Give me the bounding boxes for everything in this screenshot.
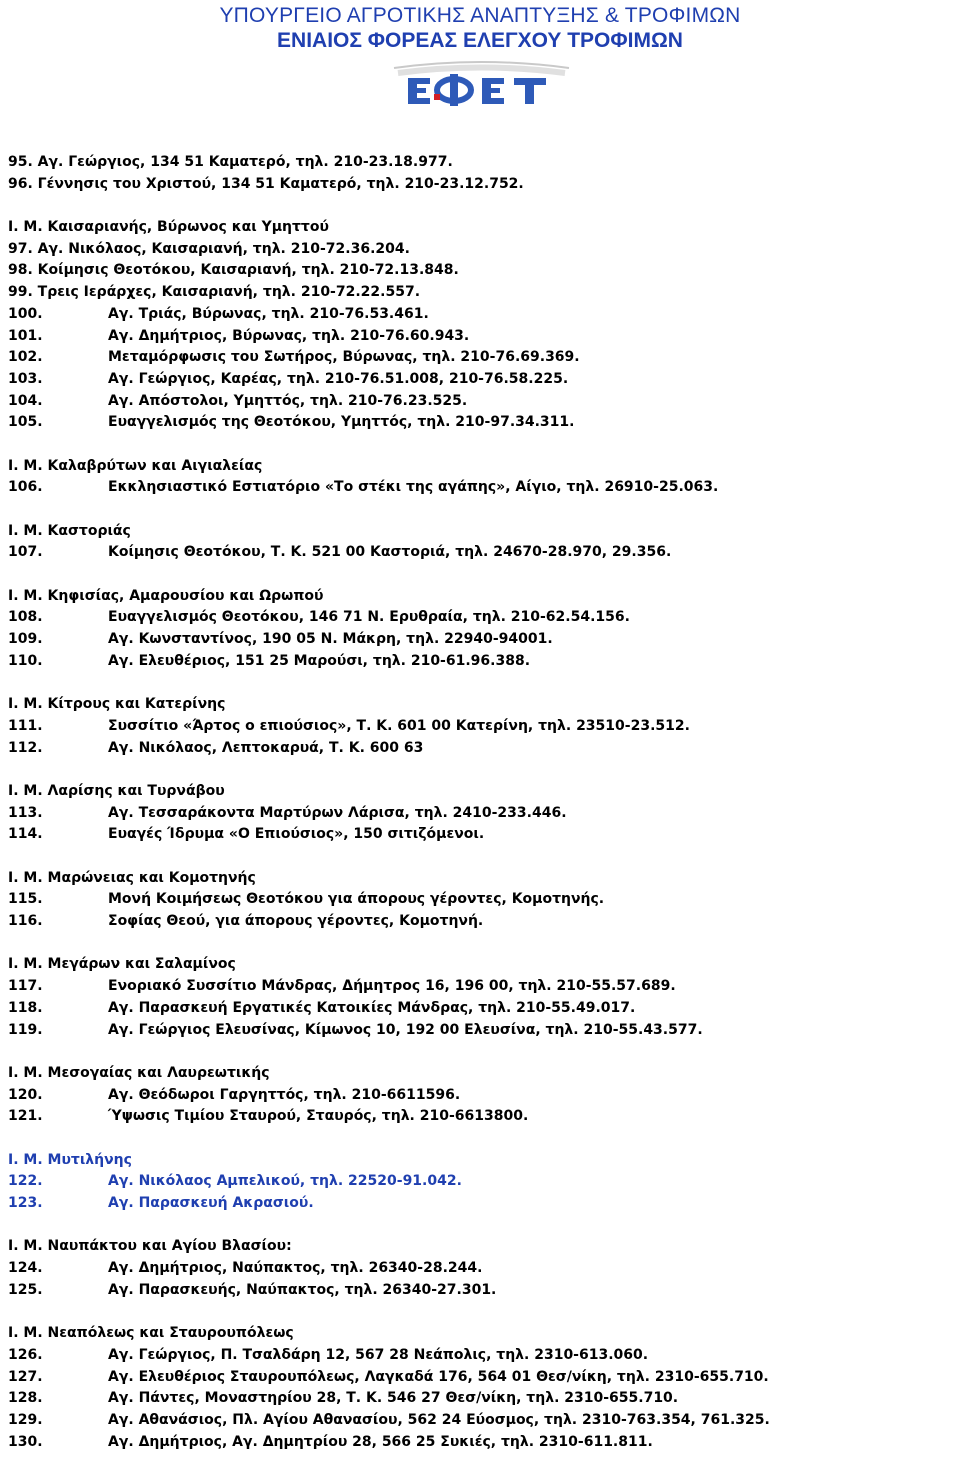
item-number: 103. xyxy=(8,370,43,387)
item-number: 124. xyxy=(8,1260,43,1277)
item-number: 111. xyxy=(8,717,43,734)
item-text: Αγ. Πάντες, Μοναστηρίου 28, Τ. Κ. 546 27 Θεσ/νίκη, τηλ. 2310-655.710. xyxy=(108,1390,679,1407)
item-text: Μεταμόρφωσις του Σωτήρος, Βύρωνας, τηλ. 210-76.69.369. xyxy=(108,349,580,366)
item-number: 127. xyxy=(8,1368,43,1385)
item-text: Συσσίτιο «Άρτος ο επιούσιος», Τ. Κ. 601 00 Κατερίνη, τηλ. 23510-23.512. xyxy=(108,717,690,734)
list-item xyxy=(8,607,958,629)
item-text: Αγ. Παρασκευής, Ναύπακτος, τηλ. 26340-27.301. xyxy=(108,1281,497,1298)
item-number: 120. xyxy=(8,1086,43,1103)
list-item xyxy=(8,542,958,564)
list-item xyxy=(8,477,958,499)
item-text: Αγ. Ελευθέριος, 151 25 Μαρούσι, τηλ. 210-61.96.388. xyxy=(108,652,531,669)
item-text: Ύψωσις Τιμίου Σταυρού, Σταυρός, τηλ. 210-6613800. xyxy=(108,1108,529,1125)
list-item xyxy=(8,716,958,738)
blank-line xyxy=(8,1301,958,1323)
list-item xyxy=(8,824,958,846)
item-number: 114. xyxy=(8,826,43,843)
list-item xyxy=(8,369,958,391)
section-heading: Ι. Μ. Κηφισίας, Αμαρουσίου και Ωρωπού xyxy=(8,587,324,604)
item-number: 110. xyxy=(8,652,43,669)
list-item xyxy=(8,738,958,760)
item-text: Εκκλησιαστικό Εστιατόριο «Το στέκι της αγάπης», Αίγιο, τηλ. 26910-25.063. xyxy=(108,479,719,496)
list-item: 95. Αγ. Γεώργιος, 134 51 Καματερό, τηλ. 210-23.18.977. xyxy=(8,154,453,170)
item-number: 122. xyxy=(8,1173,43,1190)
item-text: Αγ. Αθανάσιος, Πλ. Αγίου Αθανασίου, 562 24 Εύοσμος, τηλ. 2310-763.354, 761.325. xyxy=(108,1411,770,1428)
section-heading: Ι. Μ. Ναυπάκτου και Αγίου Βλασίου: xyxy=(8,1238,292,1255)
document-header xyxy=(0,0,960,110)
list-item xyxy=(8,1020,958,1042)
item-text: Αγ. Κωνσταντίνος, 190 05 Ν. Μάκρη, τηλ. 22940-94001. xyxy=(108,631,553,648)
ministry-title: ΥΠΟΥΡΓΕΙΟ ΑΓΡΟΤΙΚΗΣ ΑΝΑΠΤΥΞΗΣ & ΤΡΟΦΙΜΩΝ xyxy=(219,4,741,27)
blank-line xyxy=(8,846,958,868)
item-text: Αγ. Νικόλαος, Λεπτοκαρυά, Τ. Κ. 600 63 xyxy=(108,739,424,756)
list-item: 97. Αγ. Νικόλαος, Καισαριανή, τηλ. 210-72.36.204. xyxy=(8,240,410,257)
item-text: Ενοριακό Συσσίτιο Μάνδρας, Δήμητρος 16, 196 00, τηλ. 210-55.57.689. xyxy=(108,978,676,995)
list-item xyxy=(8,1193,958,1215)
item-text: Αγ. Τριάς, Βύρωνας, τηλ. 210-76.53.461. xyxy=(108,305,429,322)
item-number: 107. xyxy=(8,544,43,561)
item-text: Αγ. Απόστολοι, Υμηττός, τηλ. 210-76.23.525. xyxy=(108,392,468,409)
item-number: 118. xyxy=(8,999,43,1016)
item-text: Αγ. Θεόδωροι Γαργηττός, τηλ. 210-6611596. xyxy=(108,1086,461,1103)
item-number: 112. xyxy=(8,739,43,756)
item-number: 126. xyxy=(8,1346,43,1363)
item-text: Ευαγγελισμός Θεοτόκου, 146 71 Ν. Ερυθραία, τηλ. 210-62.54.156. xyxy=(108,609,630,626)
blank-line xyxy=(8,1215,958,1237)
item-number: 106. xyxy=(8,479,43,496)
item-text: Αγ. Δημήτριος, Βύρωνας, τηλ. 210-76.60.943. xyxy=(108,327,470,344)
item-number: 105. xyxy=(8,414,43,431)
section-heading: Ι. Μ. Μεσογαίας και Λαυρεωτικής xyxy=(8,1064,270,1081)
item-number: 130. xyxy=(8,1433,43,1450)
item-text: Αγ. Νικόλαος Αμπελικού, τηλ. 22520-91.042. xyxy=(108,1173,462,1190)
item-number: 117. xyxy=(8,978,43,995)
blank-line xyxy=(8,759,958,781)
list-item xyxy=(8,1345,958,1367)
item-text: Αγ. Γεώργιος, Π. Τσαλδάρη 12, 567 28 Νεάπολις, τηλ. 2310-613.060. xyxy=(108,1346,649,1363)
blank-line xyxy=(8,1041,958,1063)
item-number: 100. xyxy=(8,305,43,322)
item-text: Αγ. Γεώργιος Ελευσίνας, Κίμωνος 10, 192 00 Ελευσίνα, τηλ. 210-55.43.577. xyxy=(108,1021,703,1038)
list-item xyxy=(8,1367,958,1389)
list-item xyxy=(8,651,958,673)
list-item xyxy=(8,1085,958,1107)
item-text: Κοίμησις Θεοτόκου, Τ. Κ. 521 00 Καστοριά, τηλ. 24670-28.970, 29.356. xyxy=(108,544,672,561)
list-item xyxy=(8,1106,958,1128)
list-item xyxy=(8,911,958,933)
list-item xyxy=(8,347,958,369)
list-item xyxy=(8,391,958,413)
blank-line xyxy=(8,673,958,695)
list-item xyxy=(8,1432,958,1454)
item-text: Αγ. Δημήτριος, Αγ. Δημητρίου 28, 566 25 Συκιές, τηλ. 2310-611.811. xyxy=(108,1433,653,1450)
section-heading: Ι. Μ. Καστοριάς xyxy=(8,522,131,539)
list-item xyxy=(8,304,958,326)
list-item xyxy=(8,1258,958,1280)
list-item xyxy=(8,803,958,825)
item-number: 101. xyxy=(8,327,43,344)
list-item xyxy=(8,998,958,1020)
section-heading: Ι. Μ. Καισαριανής, Βύρωνος και Υμηττού xyxy=(8,219,329,236)
item-text: Αγ. Δημήτριος, Ναύπακτος, τηλ. 26340-28.244. xyxy=(108,1260,483,1277)
section-heading: Ι. Μ. Κίτρους και Κατερίνης xyxy=(8,696,226,713)
item-text: Ευαγές Ίδρυμα «Ο Επιούσιος», 150 σιτιζόμενοι. xyxy=(108,826,485,843)
blank-line xyxy=(8,195,958,217)
item-number: 128. xyxy=(8,1390,43,1407)
list-item xyxy=(8,326,958,348)
list-item xyxy=(8,629,958,651)
list-item xyxy=(8,1410,958,1432)
list-item xyxy=(8,1280,958,1302)
list-item xyxy=(8,1171,958,1193)
item-text: Αγ. Παρασκευή Εργατικές Κατοικίες Μάνδρας, τηλ. 210-55.49.017. xyxy=(108,999,636,1016)
blank-line xyxy=(8,564,958,586)
section-heading: Ι. Μ. Καλαβρύτων και Αιγιαλείας xyxy=(8,457,263,474)
item-number: 123. xyxy=(8,1195,43,1211)
list-item xyxy=(8,976,958,998)
item-text: Αγ. Τεσσαράκοντα Μαρτύρων Λάρισα, τηλ. 2410-233.446. xyxy=(108,804,567,821)
item-number: 125. xyxy=(8,1281,43,1298)
item-number: 102. xyxy=(8,349,43,366)
entries-list xyxy=(8,152,958,1453)
section-heading: Ι. Μ. Μαρώνειας και Κομοτηνής xyxy=(8,869,256,886)
list-item: 99. Τρεις Ιεράρχες, Καισαριανή, τηλ. 210-72.22.557. xyxy=(8,284,421,301)
section-heading: Ι. Μ. Λαρίσης και Τυρνάβου xyxy=(8,782,225,799)
efet-logo xyxy=(374,54,589,106)
item-number: 121. xyxy=(8,1108,43,1125)
item-text: Σοφίας Θεού, για άπορους γέροντες, Κομοτηνή. xyxy=(108,913,484,930)
item-number: 116. xyxy=(8,913,43,930)
item-number: 104. xyxy=(8,392,43,409)
blank-line xyxy=(8,933,958,955)
list-item xyxy=(8,412,958,434)
section-heading: Ι. Μ. Μυτιλήνης xyxy=(8,1151,132,1168)
list-item xyxy=(8,889,958,911)
item-number: 108. xyxy=(8,609,43,626)
item-number: 109. xyxy=(8,631,43,648)
item-number: 113. xyxy=(8,804,43,821)
list-item xyxy=(8,1388,958,1410)
item-text: Ευαγγελισμός της Θεοτόκου, Υμηττός, τηλ. 210-97.34.311. xyxy=(108,414,575,431)
blank-line xyxy=(8,434,958,456)
item-text: Αγ. Παρασκευή Ακρασιού. xyxy=(108,1195,314,1211)
item-number: 119. xyxy=(8,1021,43,1038)
blank-line xyxy=(8,499,958,521)
list-item: 98. Κοίμησις Θεοτόκου, Καισαριανή, τηλ. 210-72.13.848. xyxy=(8,262,459,279)
blank-line xyxy=(8,1128,958,1150)
section-heading: Ι. Μ. Μεγάρων και Σαλαμίνος xyxy=(8,956,236,973)
section-heading: Ι. Μ. Νεαπόλεως και Σταυρουπόλεως xyxy=(8,1325,294,1342)
item-number: 129. xyxy=(8,1411,43,1428)
authority-title: ΕΝΙΑΙΟΣ ΦΟΡΕΑΣ ΕΛΕΓΧΟΥ ΤΡΟΦΙΜΩΝ xyxy=(277,29,683,52)
item-text: Μονή Κοιμήσεως Θεοτόκου για άπορους γέροντες, Κομοτηνής. xyxy=(108,891,605,908)
item-text: Αγ. Ελευθέριος Σταυρουπόλεως, Λαγκαδά 176, 564 01 Θεσ/νίκη, τηλ. 2310-655.710. xyxy=(108,1368,769,1385)
list-item: 96. Γέννησις του Χριστού, 134 51 Καματερό, τηλ. 210-23.12.752. xyxy=(8,175,524,192)
item-number: 115. xyxy=(8,891,43,908)
item-text: Αγ. Γεώργιος, Καρέας, τηλ. 210-76.51.008, 210-76.58.225. xyxy=(108,370,569,387)
